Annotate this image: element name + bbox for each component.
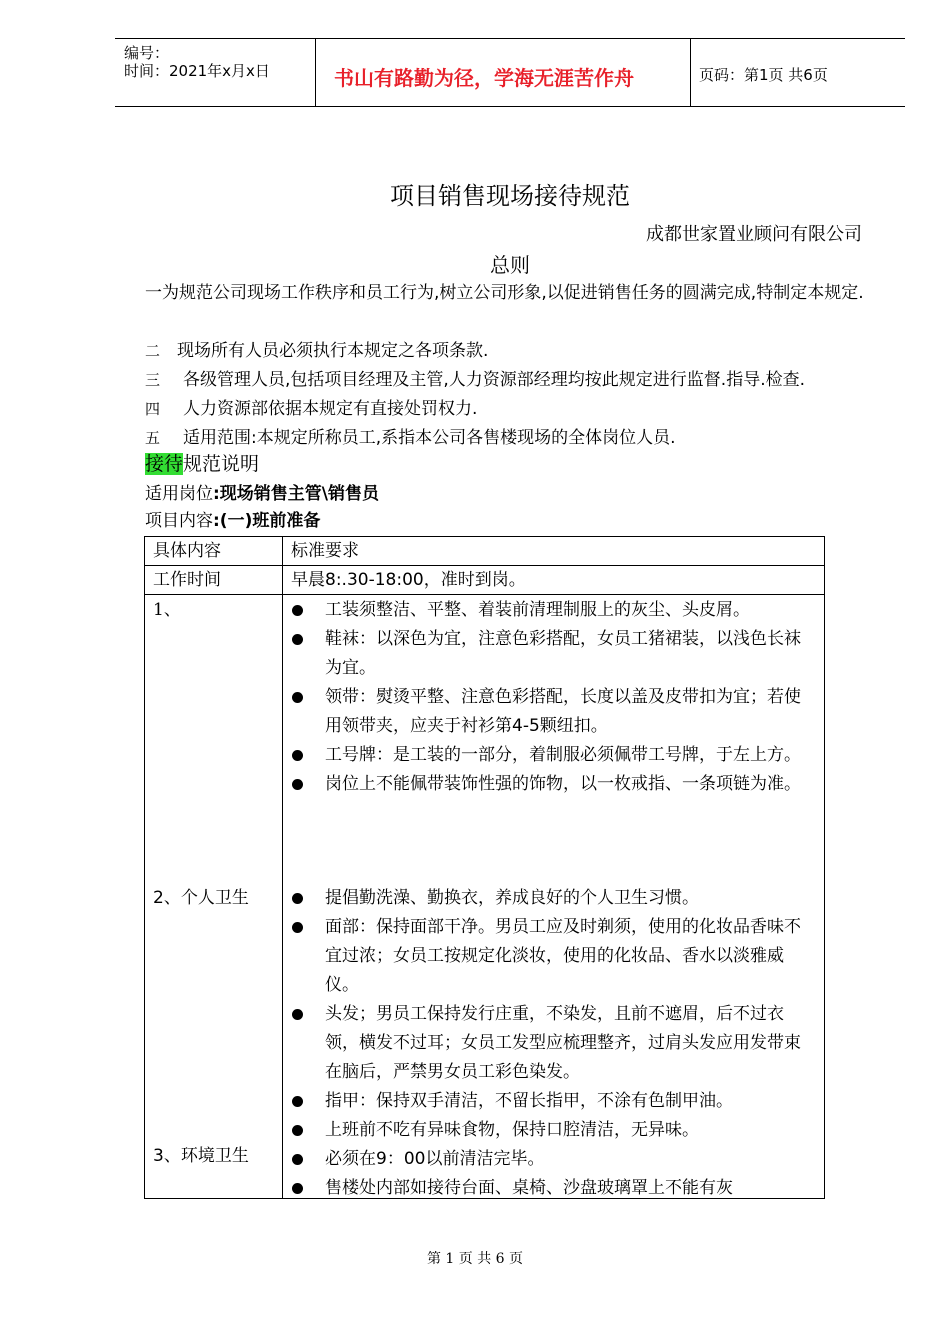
- bullet-icon: [292, 1125, 303, 1136]
- item-value: :(一)班前准备: [213, 511, 321, 531]
- paragraph-4-text: 人力资源部依据本规定有直接处罚权力.: [183, 399, 478, 419]
- item-label: 项目内容: [145, 511, 213, 531]
- reception-heading-highlight: 接待: [145, 453, 184, 475]
- list-item: 工装须整洁、平整、着装前清理制服上的灰尘、头皮屑。: [289, 596, 814, 625]
- paragraph-2: [145, 337, 885, 366]
- section-general-heading: 总则: [490, 253, 530, 277]
- bullet-icon: [292, 692, 303, 703]
- list-item: 领带：熨烫平整、注意色彩搭配，长度以盖及皮带扣为宜；若使用领带夹，应夹于衬衫第4-5颗纽扣。: [289, 683, 814, 741]
- header-divider-left: [315, 38, 316, 107]
- table-rule-left: [144, 536, 145, 1199]
- list-item: 岗位上不能佩带装饰性强的饰物，以一枚戒指、一条项链为准。: [289, 770, 814, 799]
- bullet-icon: [292, 750, 303, 761]
- section-2-list: [289, 884, 814, 1203]
- bullet-icon: [292, 893, 303, 904]
- list-item: 工号牌：是工装的一部分，着制服必须佩带工号牌，于左上方。: [289, 741, 814, 770]
- list-item: 面部：保持面部干净。男员工应及时剃须，使用的化妆品香味不宜过浓；女员工按规定化淡妆，使用的化妆品、香水以淡雅威仪。: [289, 913, 814, 1000]
- header-date-label: 时间：2021年x月x日: [124, 62, 270, 80]
- header-number-label: 编号：: [124, 44, 170, 62]
- paragraph-3-num: 三: [145, 371, 161, 389]
- reception-heading: [145, 450, 259, 478]
- paragraph-3-text: 各级管理人员,包括项目经理及主管,人力资源部经理均按此规定进行监督.指导.检查.: [183, 370, 806, 390]
- bullet-icon: [292, 779, 303, 790]
- paragraph-5-num: 五: [145, 429, 161, 447]
- table-header-standard: 标准要求: [291, 541, 359, 561]
- list-item: 鞋袜：以深色为宜，注意色彩搭配，女员工猪裙装，以浅色长袜为宜。: [289, 625, 814, 683]
- header-bottom-rule: [115, 106, 905, 107]
- document-title: 项目销售现场接待规范: [390, 182, 630, 210]
- applicable-positions: [145, 480, 885, 509]
- bullet-icon: [292, 634, 303, 645]
- section-1-label: 1、: [153, 600, 181, 620]
- applicable-value: :现场销售主管\销售员: [213, 484, 380, 504]
- list-item: 必须在9：00以前清洁完毕。: [289, 1145, 814, 1174]
- paragraph-4: [145, 395, 885, 424]
- bullet-icon: [292, 605, 303, 616]
- reception-heading-rest: 规范说明: [183, 453, 260, 475]
- paragraph-5: [145, 424, 885, 453]
- list-item: 上班前不吃有异味食物，保持口腔清洁，无异味。: [289, 1116, 814, 1145]
- header-page-label: 页码：第1页 共6页: [699, 66, 828, 84]
- list-item: 提倡勤洗澡、勤换衣，养成良好的个人卫生习惯。: [289, 884, 814, 913]
- list-item: 售楼处内部如接待台面、桌椅、沙盘玻璃罩上不能有灰: [289, 1174, 814, 1203]
- table-rule-right: [824, 536, 825, 1199]
- paragraph-2-text: 现场所有人员必须执行本规定之各项条款.: [177, 341, 489, 361]
- header-motto: 书山有路勤为径，学海无涯苦作舟: [334, 66, 634, 90]
- work-time-value: 早晨8:.30-18:00，准时到岗。: [291, 570, 526, 590]
- list-item: 头发；男员工保持发行庄重，不染发，且前不遮眉，后不过衣领，横发不过耳；女员工发型应梳理整齐，过肩头发应用发带束在脑后，严禁男女员工彩色染发。: [289, 1000, 814, 1087]
- section-2-label: 2、个人卫生: [153, 888, 249, 908]
- paragraph-3: [145, 366, 885, 395]
- table-header-content: 具体内容: [153, 541, 221, 561]
- bullet-icon: [292, 1183, 303, 1194]
- paragraph-5-text: 适用范围:本规定所称员工,系指本公司各售楼现场的全体岗位人员.: [183, 428, 676, 448]
- section-1-list: [289, 596, 814, 799]
- bullet-icon: [292, 1009, 303, 1020]
- paragraph-2-num: 二: [145, 342, 161, 360]
- applicable-label: 适用岗位: [145, 484, 213, 504]
- bullet-icon: [292, 1096, 303, 1107]
- company-name: 成都世家置业顾问有限公司: [646, 224, 862, 245]
- item-content: [145, 507, 885, 536]
- bullet-icon: [292, 1154, 303, 1165]
- paragraph-1-text: 一为规范公司现场工作秩序和员工行为,树立公司形象,以促进销售任务的圆满完成,特制定本规定.: [145, 283, 864, 303]
- paragraph-1: [145, 279, 885, 308]
- work-time-label: 工作时间: [153, 570, 221, 590]
- section-3-label: 3、环境卫生: [153, 1146, 249, 1166]
- page-footer: 第 1 页 共 6 页: [426, 1251, 524, 1267]
- bullet-icon: [292, 922, 303, 933]
- header-divider-right: [690, 38, 691, 107]
- header-top-rule: [115, 38, 905, 39]
- paragraph-4-num: 四: [145, 400, 161, 418]
- list-item: 指甲：保持双手清洁，不留长指甲，不涂有色制甲油。: [289, 1087, 814, 1116]
- table-rule-top: [144, 536, 825, 537]
- table-rule-middle: [282, 536, 283, 1199]
